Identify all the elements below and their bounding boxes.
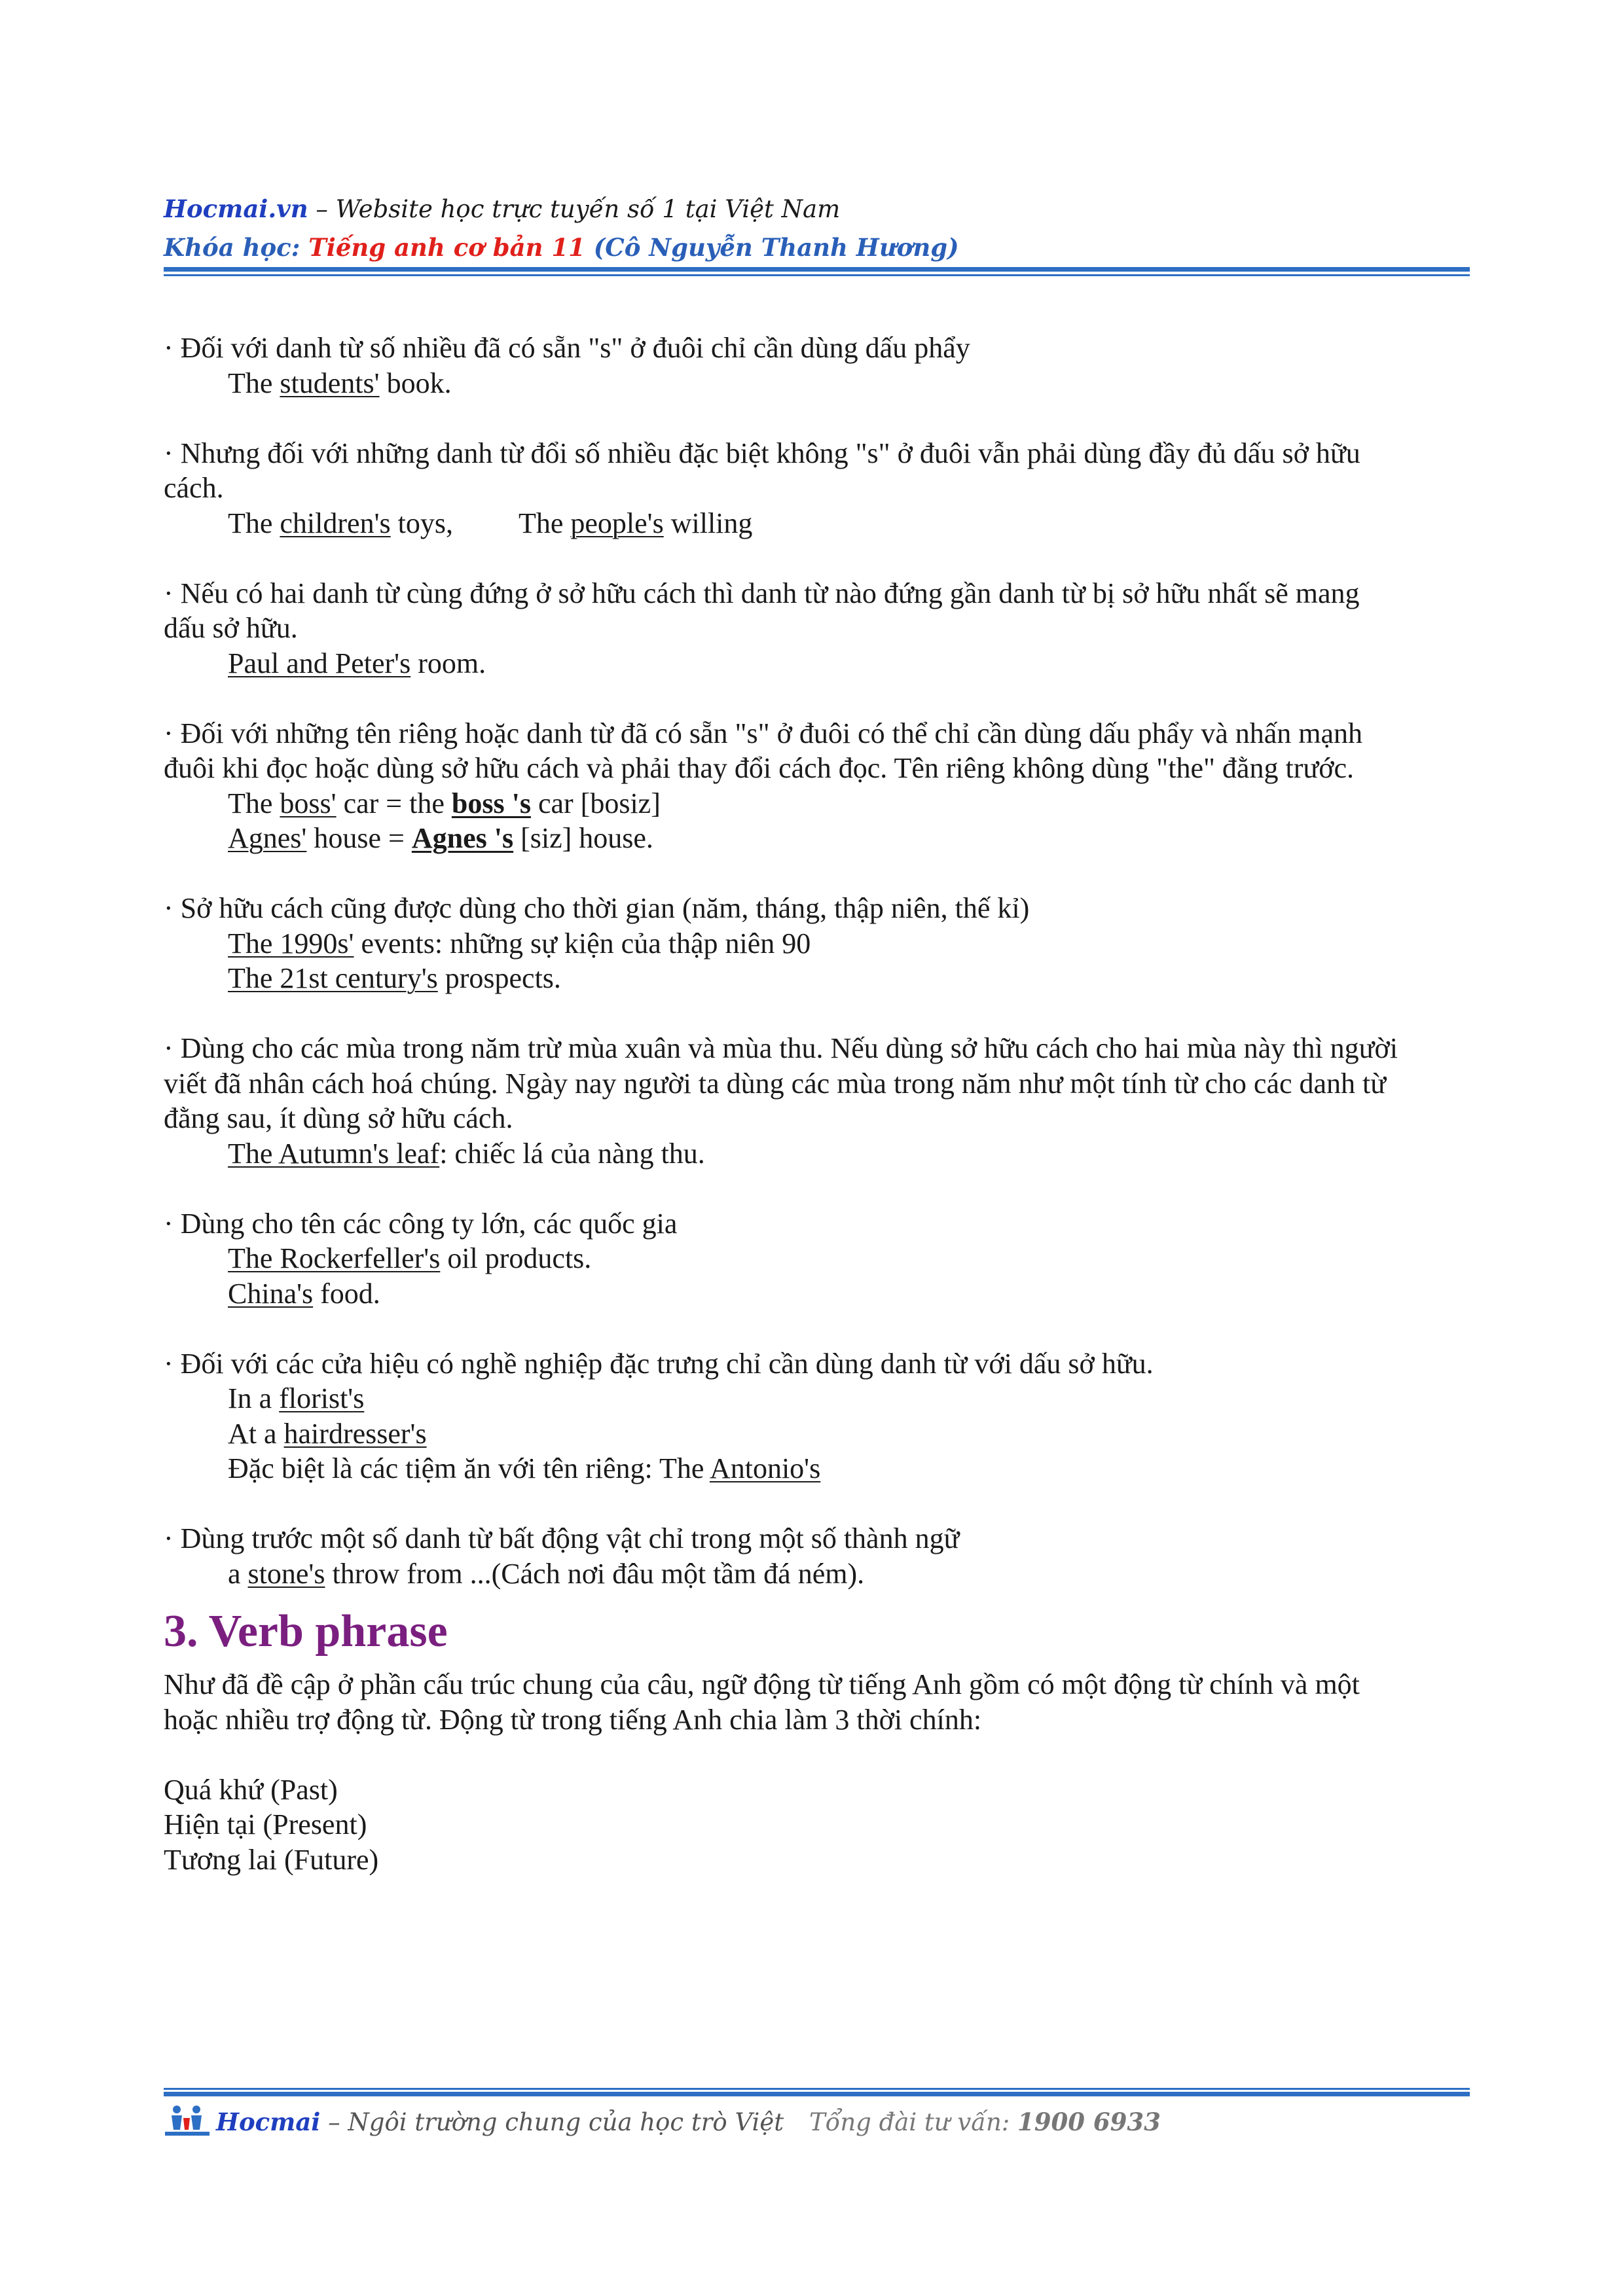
rule-text: đằng sau, ít dùng sở hữu cách. [164,1102,513,1134]
example-underlined: stone's [247,1557,325,1590]
example-text: a [228,1557,248,1590]
example-text: book. [379,367,452,399]
example-line [164,821,1467,856]
example-text: car [bosiz] [530,787,661,819]
example-line [164,1451,1467,1486]
rule-text: · Đối với những tên riêng hoặc danh từ đã có sẵn "s" ở đuôi có thể chỉ cần dùng dấu phẩy và nhấn mạnh [164,717,1363,749]
example-underlined: students' [280,367,380,399]
example-line [164,1136,1467,1172]
example-underlined: Antonio's [709,1452,821,1484]
rule-text: · Dùng trước một số danh từ bất động vật chỉ trong một số thành ngữ [164,1522,960,1554]
header-rule-thick [164,267,1470,272]
example-text: car = the [336,787,452,819]
spacer [164,401,1467,436]
tense-item: Quá khứ (Past) [164,1773,338,1806]
example-underlined: The Autumn's leaf [228,1137,440,1170]
example-line [164,1381,1467,1416]
spacer [164,1171,1467,1206]
example-underlined: hairdresser's [283,1417,427,1450]
rule-text: · Sở hữu cách cũng được dùng cho thời gian (năm, tháng, thập niên, thế kỉ) [164,892,1030,924]
example-line [164,1556,1467,1592]
header-teacher: (Cô Nguyễn Thanh Hương) [585,233,959,262]
example-text: The [228,507,280,539]
header-course-prefix: Khóa học: [164,233,309,262]
example-text: food. [313,1277,380,1310]
paragraph-text: Như đã đề cập ở phần cấu trúc chung của câu, ngữ động từ tiếng Anh gồm có một động từ chính và một [164,1668,1360,1700]
example-underlined: people's [570,507,664,539]
rule-text: · Nếu có hai danh từ cùng đứng ở sở hữu cách thì danh từ nào đứng gần danh từ bị sở hữu nhất sẽ mang [164,577,1360,609]
header-rule-thin [164,274,1470,276]
example-text: room. [410,647,486,679]
footer-hotline-label: Tổng đài tư vấn: [809,2108,1018,2136]
example-underlined: The 1990s' [228,927,354,960]
example-text: The [228,367,280,399]
example-underlined: boss' [280,787,337,819]
example-line [164,646,1467,681]
footer-slogan: – Ngôi trường chung của học trò Việt [320,2108,784,2136]
example-line [164,786,1467,821]
footer-brand-line [216,2108,784,2136]
footer-brand[interactable]: Hocmai [216,2108,321,2136]
rule-text: đuôi khi đọc hoặc dùng sở hữu cách và phải thay đổi cách đọc. Tên riêng không dùng "the" đằng trước. [164,752,1354,784]
example-line [164,1241,1467,1276]
example-text: house = [306,822,412,854]
footer-hotline [809,2108,1161,2136]
tense-item: Tương lai (Future) [164,1843,379,1876]
hocmai-logo-icon [164,2104,211,2138]
example-underlined: children's [280,507,391,539]
spacer [164,996,1467,1031]
section-heading: 3. Verb phrase [164,1606,448,1657]
example-line [164,1276,1467,1312]
header-course-line [164,228,1473,266]
page-footer [164,2102,1473,2142]
spacer [164,1311,1467,1346]
header-site-line [164,190,1473,228]
rule-text: viết đã nhân cách hoá chúng. Ngày nay người ta dùng các mùa trong năm như một tính từ cho các danh từ [164,1067,1387,1100]
example-text: oil products. [440,1242,592,1274]
example-underlined: The Rockerfeller's [228,1242,441,1274]
example-underlined: The 21st century's [228,962,438,994]
example-underlined: China's [228,1277,314,1310]
rule-text: dấu sở hữu. [164,612,298,644]
example-bold-underlined: Agnes 's [411,822,514,854]
example-text: The [228,787,280,819]
example-line [164,366,1467,401]
header-course-name: Tiếng anh cơ bản 11 [308,233,585,262]
footer-rule-thick [164,2092,1470,2096]
tense-item: Hiện tại (Present) [164,1808,367,1840]
example-underlined: Paul and Peter's [228,647,411,679]
example-text: throw from ...(Cách nơi đâu một tầm đá ném). [325,1557,865,1590]
example-text: prospects. [437,962,561,994]
rule-text: cách. [164,472,224,504]
spacer [164,541,1467,576]
example-text: toys, [390,507,453,539]
example-text: The [518,507,571,539]
example-text: In a [228,1382,280,1414]
example-bold-underlined: boss 's [451,787,531,819]
example-line [164,506,1467,541]
spacer [164,856,1467,891]
rule-text: · Đối với danh từ số nhiều đã có sẵn "s" ở đuôi chỉ cần dùng dấu phẩy [164,332,970,364]
example-line [164,926,1467,961]
footer-hotline-number[interactable]: 1900 6933 [1017,2108,1161,2136]
example-underlined: Agnes' [228,822,307,854]
spacer [164,681,1467,716]
header-tagline: – Website học trực tuyến số 1 tại Việt Nam [308,195,841,223]
example-underlined: florist's [279,1382,365,1414]
example-text: [siz] house. [513,822,653,854]
example-text: : chiếc lá của nàng thu. [439,1137,705,1170]
rule-text: · Đối với các cửa hiệu có nghề nghiệp đặc trưng chỉ cần dùng danh từ với dấu sở hữu. [164,1347,1154,1380]
paragraph-text: hoặc nhiều trợ động từ. Động từ trong tiếng Anh chia làm 3 thời chính: [164,1703,982,1736]
page-header [164,190,1473,266]
footer-rule-thin [164,2088,1470,2090]
example-line [164,1416,1467,1452]
example-text: At a [228,1417,284,1450]
example-line [164,961,1467,996]
document-body [164,331,1467,1877]
spacer [164,1486,1467,1522]
example-text: willing [663,507,753,539]
header-site-link[interactable]: Hocmai.vn [164,194,308,223]
spacer [164,1737,1467,1772]
rule-text: · Nhưng đối với những danh từ đổi số nhiều đặc biệt không "s" ở đuôi vẫn phải dùng đầy đủ dấu sở hữu [164,437,1360,469]
example-text: events: những sự kiện của thập niên 90 [354,927,811,960]
example-text: Đặc biệt là các tiệm ăn với tên riêng: The [228,1452,710,1484]
rule-text: · Dùng cho các mùa trong năm trừ mùa xuân và mùa thu. Nếu dùng sở hữu cách cho hai mùa này thì người [164,1032,1398,1064]
rule-text: · Dùng cho tên các công ty lớn, các quốc gia [164,1207,678,1240]
